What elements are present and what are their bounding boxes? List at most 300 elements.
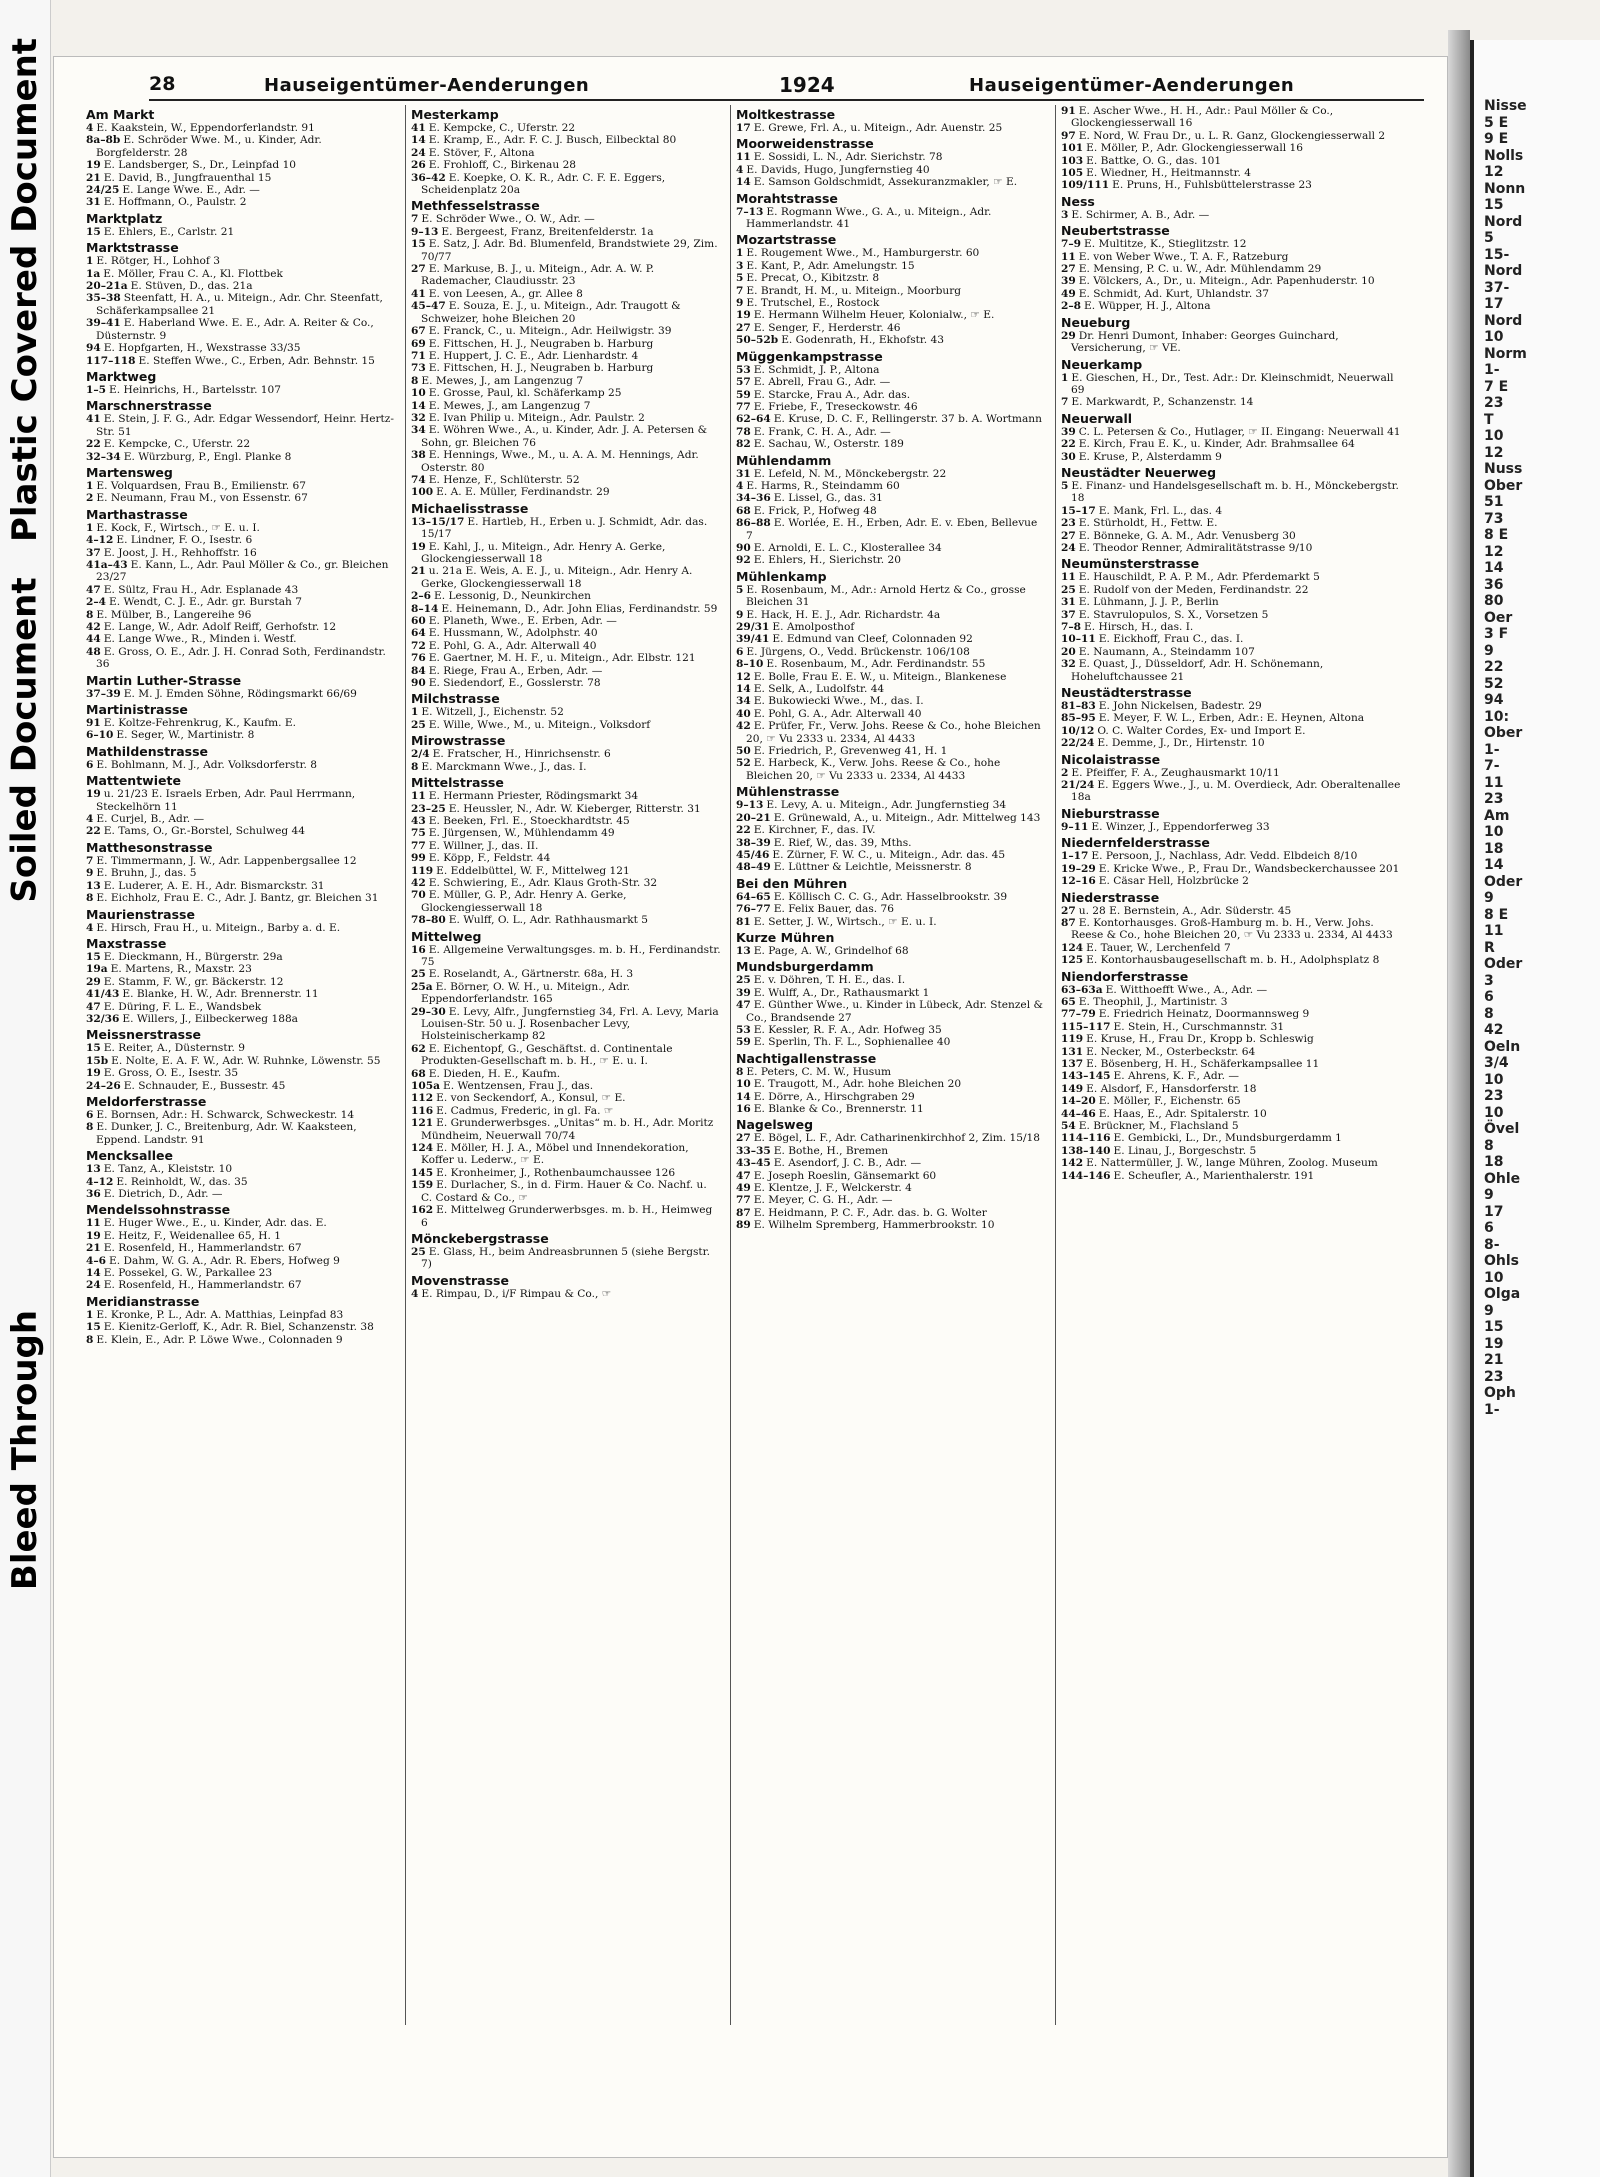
house-number: 105a [411,1080,440,1093]
owner-entry [86,172,396,184]
house-number: 41/43 [86,988,120,1001]
owner-entry [411,1092,721,1104]
adjacent-page-fragment: Oer [1484,609,1513,626]
house-number: 7 [736,284,744,297]
house-number: 75 [411,827,426,840]
owner-entry [1061,1157,1406,1169]
owner-entry [86,1055,396,1067]
owner-entry [411,300,721,325]
owner-entry [736,426,1046,438]
street-heading: Mühlendamm [736,452,832,468]
owner-text: E. Scheufler, A., Marienthalerstr. 191 [1113,1169,1315,1182]
house-number: 6 [86,1108,94,1121]
adjacent-page-fragment: T [1484,411,1494,428]
adjacent-page-fragment: Ohls [1484,1253,1519,1269]
owner-text: E. Martens, R., Maxstr. 23 [110,963,252,976]
owner-entry [1061,1033,1406,1045]
owner-entry [86,1242,396,1254]
owner-entry [411,238,721,263]
owner-entry [1061,942,1406,954]
owner-text: E. Wille, Wwe., M., u. Miteign., Volksdorf [428,718,651,731]
house-number: 8 [411,760,419,773]
owner-entry [736,517,1046,542]
house-number: 16 [736,1103,751,1115]
owner-entry [86,825,396,837]
owner-text: E. Wentzensen, Frau J., das. [442,1080,594,1093]
house-number: 76 [411,652,426,665]
owner-text: E. Koltze-Fehrenkrug, K., Kaufm. E. [103,717,297,730]
house-number: 50 [736,745,751,758]
owner-text: E. David, B., Jungfrauenthal 15 [103,171,272,184]
house-number: 112 [411,1092,434,1105]
house-number: 138–140 [1061,1144,1111,1157]
owner-entry [411,665,721,677]
owner-entry [86,492,396,504]
owner-text: E. Ehlers, E., Carlstr. 21 [103,225,235,238]
street-heading: Nieburstrasse [1061,805,1160,821]
owner-text: E. Börner, O. W. H., u. Miteign., Adr. Eppendorferlandstr. 165 [421,980,631,1006]
house-number: 10–11 [1061,633,1096,646]
owner-entry [411,122,721,134]
owner-entry [1061,1108,1406,1120]
owner-entry [1061,1021,1406,1033]
house-number: 9 [736,297,744,310]
house-number: 9–13 [736,799,764,812]
street-heading: Morahtstrasse [736,190,838,206]
owner-entry [1061,530,1406,542]
house-number: 119 [411,864,434,877]
owner-text: E. Kirch, Frau E. K., u. Kinder, Adr. Brahmsallee 64 [1078,438,1355,451]
house-number: 19 [86,788,101,801]
owner-text: E. Harbeck, K., Verw. Johs. Reese & Co., hohe Bleichen 20, ☞ Vu 2333 u. 2334, Al 4433 [746,757,1001,782]
owner-entry [86,1080,396,1092]
owner-entry [736,122,1046,134]
house-number: 77 [736,400,751,413]
owner-text: E. Stöver, F., Altona [428,146,535,159]
owner-text: E. Heinrichs, H., Bartelsstr. 107 [109,383,282,396]
owner-entry [736,1024,1046,1036]
house-number: 36–42 [411,171,446,184]
owner-text: E. Levy, Alfr., Jungfernstieg 34, Frl. A. Levy, Maria Louisen-Str. 50 u. J. Rosenbacher Levy, Holsteinischerkamp 82 [421,1005,719,1043]
owner-entry [1061,480,1406,505]
house-number: 39 [1061,425,1076,438]
owner-text: E. Durlacher, S., in d. Firm. Hauer & Co. Nachf. u. C. Costard & Co., ☞ [421,1179,707,1204]
house-number: 15–17 [1061,504,1096,517]
owner-entry [1061,330,1406,355]
adjacent-page-fragment: 8 E [1484,906,1509,923]
street-heading: Mattentwiete [86,773,181,789]
owner-entry [736,1103,1046,1115]
owner-entry [736,812,1046,824]
page-number: 28 [149,73,176,95]
owner-entry [736,1207,1046,1219]
house-number: 68 [411,1067,426,1080]
owner-text: E. Mittelweg Grunderwerbsges. m. b. H., Heimweg 6 [421,1204,713,1229]
owner-text: E. Bögel, L. F., Adr. Catharinenkirchhof 2, Zim. 15/18 [753,1132,1041,1145]
house-number: 145 [411,1166,434,1179]
owner-text: E. Brückner, M., Flachsland 5 [1078,1120,1239,1132]
owner-text: E. Bukowiecki Wwe., M., das. I. [753,695,924,708]
owner-entry [411,1117,721,1142]
owner-entry [86,1255,396,1267]
house-number: 50–52b [736,334,779,347]
house-number: 1 [86,479,94,492]
owner-entry [736,695,1046,707]
owner-entry [86,1279,396,1291]
owner-text: E. Edmund van Cleef, Colonnaden 92 [772,633,973,646]
adjacent-page-fragment: 10 [1484,329,1504,345]
owner-text: E. Traugott, M., Adr. hohe Bleichen 20 [753,1078,962,1091]
owner-entry [736,176,1046,188]
owner-text: E. von Weber Wwe., T. A. F., Ratzeburg [1078,250,1289,263]
house-number: 137 [1061,1057,1084,1070]
street-heading: Martensweg [86,464,173,480]
house-number: 7 [1061,396,1069,409]
adjacent-page-fragment: 10 [1484,428,1504,444]
owner-text: Dr. Henri Dumont, Inhaber: Georges Guinchard, Versicherung, ☞ VE. [1071,329,1339,355]
owner-text: E. Grunderwerbsges. „Unitas“ m. b. H., Adr. Moritz Mündheim, Neuerwall 70/74 [421,1117,714,1142]
owner-entry [411,677,721,689]
owner-text: E. Pruns, H., Fuhlsbüttelerstrasse 23 [1112,179,1312,192]
street-heading: Neueburg [1061,314,1131,330]
owner-text: E. Witthoefft Wwe., A., Adr. — [1105,983,1268,996]
owner-text: E. Grewe, Frl. A., u. Miteign., Adr. Auenstr. 25 [753,122,1003,134]
owner-entry [1061,863,1406,875]
owner-text: E. Page, A. W., Grindelhof 68 [753,944,909,957]
owner-entry [86,280,396,292]
house-number: 1 [736,247,744,260]
adjacent-page-fragment: 6 [1484,989,1494,1005]
house-number: 142 [1061,1157,1084,1170]
house-number: 19–29 [1061,862,1096,875]
owner-entry [86,342,396,354]
adjacent-page-fragment: Nuss [1484,461,1523,477]
owner-entry [1061,1132,1406,1144]
house-number: 14 [736,1090,751,1103]
house-number: 124 [1061,941,1084,954]
owner-text: E. Dunker, J. C., Breitenburg, Adr. W. Kaaksteen, Eppend. Landstr. 91 [96,1121,357,1146]
owner-entry [86,268,396,280]
owner-text: E. Samson Goldschmidt, Assekuranzmakler, ☞ E. [753,176,1018,189]
owner-text: E. Mewes, J., am Langenzug 7 [428,399,591,412]
owner-text: E. Hennings, Wwe., M., u. A. A. M. Hennings, Adr. Osterstr. 80 [421,449,699,474]
adjacent-page-edge [1470,40,1600,2177]
owner-text: E. Peters, C. M. W., Husum [746,1065,892,1078]
house-number: 4 [86,813,94,826]
adjacent-page-fragment: 5 [1484,230,1494,246]
owner-text: E. Brandt, H. M., u. Miteign., Moorburg [746,284,962,297]
house-number: 7 [411,213,419,226]
house-number: 91 [86,717,101,730]
owner-text: E. Möller, F., Eichenstr. 65 [1098,1095,1241,1108]
house-number: 15 [86,1042,101,1055]
owner-entry [1061,105,1406,130]
owner-text: E. Markuse, B. J., u. Miteign., Adr. A. W. P. Rademacher, Claudiusstr. 23 [421,263,655,288]
house-number: 41 [86,413,101,426]
house-number: 43 [411,814,426,827]
house-number: 39/41 [736,633,770,646]
owner-text: u. 21a E. Weis, A. E. J., u. Miteign., Adr. Henry A. Gerke, Glockengiesserwall 18 [421,565,693,590]
owner-text: E. Battke, O. G., das. 101 [1086,154,1222,167]
adjacent-page-fragment: 23 [1484,1368,1504,1385]
house-number: 4 [86,122,94,134]
adjacent-page-fragment: 11 [1484,923,1504,939]
adjacent-page-fragment: 18 [1484,840,1504,857]
house-number: 14 [736,176,751,189]
owner-entry [736,376,1046,388]
house-number: 23 [1061,517,1076,530]
owner-text: E. Wendt, C. J. E., Adr. gr. Burstah 7 [109,596,302,609]
owner-entry [1061,542,1406,554]
adjacent-page-fragment: 17 [1484,296,1504,312]
owner-text: E. Fittschen, H. J., Neugraben b. Harburg [428,362,654,375]
owner-entry [1061,275,1406,287]
adjacent-page-fragment: 94 [1484,692,1504,708]
owner-text: E. Grosse, Paul, kl. Schäferkamp 25 [428,387,622,400]
owner-entry [411,424,721,449]
house-number: 19 [736,309,751,322]
owner-entry [411,288,721,300]
owner-entry [736,987,1046,999]
owner-text: E. Pohl, G. A., Adr. Alterwall 40 [428,639,597,652]
house-number: 49 [1061,287,1076,300]
owner-entry [1061,984,1406,996]
owner-entry [411,640,721,652]
owner-text: E. Markwardt, P., Schanzenstr. 14 [1071,396,1254,409]
adjacent-page-fragment: 23 [1484,395,1504,411]
owner-entry [411,865,721,877]
owner-entry [736,364,1046,376]
house-number: 21 [411,565,426,578]
owner-text: E. Sachau, W., Osterstr. 189 [753,438,904,451]
owner-entry [736,974,1046,986]
owner-entry [736,334,1046,346]
owner-entry [86,159,396,171]
owner-text: E. Kaakstein, W., Eppendorferlandstr. 91 [96,122,315,134]
house-number: 4–6 [86,1254,107,1267]
owner-entry [86,226,396,238]
adjacent-page-fragment: 8 E [1484,527,1509,543]
owner-text: E. Gross, O. E., Adr. J. H. Conrad Soth, Ferdinandstr. 36 [96,645,386,671]
street-heading: Nicolaistrasse [1061,751,1161,767]
owner-entry [411,615,721,627]
owner-entry [86,559,396,584]
house-number: 11 [411,790,426,803]
owner-entry [86,480,396,492]
owner-entry [86,717,396,729]
owner-entry [86,534,396,546]
owner-entry [1061,142,1406,154]
house-number: 8 [86,892,94,905]
owner-text: E. Willner, J., das. II. [428,839,539,852]
owner-text: E. Kruse, D. C. F., Rellingerstr. 37 b. A. Wortmann [773,413,1042,426]
owner-text: E. Pohl, G. A., Adr. Alterwall 40 [753,707,922,720]
owner-text: Steenfatt, H. A., u. Miteign., Adr. Chr. Steenfatt, Schäferkampsallee 21 [96,292,383,317]
owner-text: E. Rogmann Wwe., G. A., u. Miteign., Adr. Hammerlandstr. 41 [746,205,992,231]
owner-text: E. Schirmer, A. B., Adr. — [1071,208,1210,221]
house-number: 39 [736,986,751,999]
house-number: 31 [736,467,751,480]
house-number: 53 [736,363,751,376]
street-heading: Marktplatz [86,210,163,226]
owner-text: E. Arnoldi, E. L. C., Klosterallee 34 [753,541,942,554]
document-page [53,56,1448,2158]
house-number: 3 [736,259,744,272]
house-number: 15 [86,225,101,238]
owner-entry [736,646,1046,658]
owner-entry [86,1001,396,1013]
owner-entry [86,1267,396,1279]
owner-entry [1061,917,1406,942]
house-number: 91 [1061,105,1076,117]
house-number: 48 [86,645,101,658]
house-number: 27 [736,1132,751,1145]
owner-entry [411,914,721,926]
owner-entry [86,355,396,367]
house-number: 143–145 [1061,1070,1111,1083]
street-heading: Ness [1061,193,1095,209]
owner-entry [1061,1170,1406,1182]
owner-entry [736,206,1046,231]
house-number: 76–77 [736,903,771,916]
house-number: 37–39 [86,687,121,700]
owner-entry [411,706,721,718]
house-number: 12–16 [1061,875,1096,888]
owner-text: E. Frohloff, C., Birkenau 28 [428,159,577,172]
owner-text: E. Allgemeine Verwaltungsges. m. b. H., Ferdinandstr. 75 [421,943,721,968]
house-number: 77 [736,1194,751,1207]
owner-entry [736,438,1046,450]
adjacent-page-fragment: 42 [1484,1022,1504,1038]
owner-entry [736,468,1046,480]
owner-text: E. Heinemann, D., Adr. John Elias, Ferdinandstr. 59 [441,602,718,615]
owner-text: E. Nord, W. Frau Dr., u. L. R. Ganz, Glockengiesserwall 2 [1078,129,1386,142]
owner-text: E. Hirsch, Frau H., u. Miteign., Barby a. d. E. [96,921,341,934]
owner-entry [86,1042,396,1054]
owner-entry [411,968,721,980]
street-heading: Neuerwall [1061,410,1133,426]
owner-entry [736,247,1046,259]
owner-text: E. Wöhren Wwe., A., u. Kinder, Adr. J. A. Petersen & Sohn, gr. Bleichen 76 [421,424,708,449]
owner-text: E. John Nickelsen, Badestr. 29 [1098,700,1262,713]
house-number: 47 [86,583,101,596]
house-number: 14 [86,1267,101,1280]
adjacent-page-fragment: 10 [1484,1269,1504,1286]
owner-entry [736,708,1046,720]
owner-entry [1061,1083,1406,1095]
house-number: 87 [736,1206,751,1219]
owner-text: E. Wiedner, H., Heitmannstr. 4 [1086,167,1252,180]
owner-text: E. Riege, Frau A., Erben, Adr. — [428,664,603,677]
owner-entry [1061,238,1406,250]
owner-entry [1061,779,1406,804]
house-number: 34 [736,695,751,708]
owner-entry [411,213,721,225]
house-number: 42 [411,876,426,889]
street-heading: Martin Luther-Strasse [86,672,242,688]
adjacent-page-fragment: 10 [1484,1104,1504,1121]
owner-text: E. Eddelbüttel, W. F., Mittelweg 121 [436,864,630,877]
house-number: 103 [1061,154,1084,167]
street-heading: Mendelssohnstrasse [86,1202,231,1218]
owner-text: E. Lange Wwe. E., Adr. — [122,184,260,197]
owner-entry [411,1246,721,1271]
house-number: 59 [736,388,751,401]
owner-entry [736,745,1046,757]
adjacent-page-fragment: Am [1484,807,1510,824]
owner-entry [86,867,396,879]
owner-entry [736,824,1046,836]
owner-text: E. Klein, E., Adr. P. Löwe Wwe., Colonnaden 9 [96,1333,343,1346]
owner-text: E. Kronheimer, J., Rothenbaumchaussee 126 [436,1166,676,1179]
owner-text: E. Hirsch, H., das. I. [1084,621,1194,633]
house-number: 48–49 [736,861,771,874]
house-number: 82 [736,438,751,451]
owner-entry [1061,1120,1406,1132]
owner-text: E. Hauschildt, P. A. P. M., Adr. Pferdemarkt 5 [1078,571,1320,584]
street-heading: Neustädter Neuerweg [1061,464,1217,480]
owner-text: E. Gembicki, L., Dr., Mundsburgerdamm 1 [1113,1132,1342,1145]
owner-entry [411,325,721,337]
house-number: 89 [736,1219,751,1232]
owner-entry [411,748,721,760]
adjacent-page-fragment: 14 [1484,560,1504,576]
house-number: 14 [411,399,426,412]
owner-text: E. Köpp, F., Feldstr. 44 [428,852,551,865]
owner-entry [411,486,721,498]
house-number: 117–118 [86,354,136,367]
owner-text: E. Lüttner & Leichtle, Meissnerstr. 8 [773,861,972,874]
adjacent-page-fragment: 10 [1484,824,1504,840]
owner-entry [86,451,396,463]
owner-text: E. Theodor Renner, Admiralitätstrasse 9/10 [1078,541,1313,554]
owner-entry [736,151,1046,163]
owner-entry [411,1204,721,1229]
owner-text: E. Kruse, H., Frau Dr., Kropp b. Schleswig [1086,1033,1314,1046]
house-number: 2/4 [411,748,430,761]
house-number: 101 [1061,142,1084,155]
owner-text: E. Heitz, F., Weidenallee 65, H. 1 [103,1229,281,1242]
owner-text: E. Joost, J. H., Rehhoffstr. 16 [103,546,257,559]
adjacent-page-fragment: Oeln [1484,1038,1521,1055]
owner-entry [1061,1058,1406,1070]
house-number: 47 [736,1169,751,1182]
house-number: 13 [86,1163,101,1176]
column-4 [1061,105,1406,2105]
house-number: 22 [86,438,101,451]
street-heading: Marschnerstrasse [86,398,212,414]
house-number: 41 [411,287,426,300]
house-number: 14 [411,134,426,147]
house-number: 45/46 [736,848,770,861]
left-label-strip [0,0,51,2177]
owner-entry [411,815,721,827]
owner-entry [86,976,396,988]
owner-entry [86,988,396,1000]
owner-text: E. Mewes, J., am Langenzug 7 [421,374,584,387]
house-number: 54 [1061,1120,1076,1132]
house-number: 5 [1061,479,1069,492]
owner-entry [86,951,396,963]
owner-entry [1061,300,1406,312]
owner-text: E. Bohlmann, M. J., Adr. Volksdorferstr. 8 [96,758,317,771]
owner-entry [736,1182,1046,1194]
owner-entry [411,719,721,731]
owner-text: E. Pfeiffer, F. A., Zeughausmarkt 10/11 [1071,766,1280,779]
street-heading: Niedernfelderstrasse [1061,835,1210,851]
owner-text: E. Beeken, Frl. E., Stoeckhardtstr. 45 [428,814,630,827]
owner-text: E. Kienitz-Gerloff, K., Adr. R. Biel, Schanzenstr. 38 [103,1321,374,1334]
